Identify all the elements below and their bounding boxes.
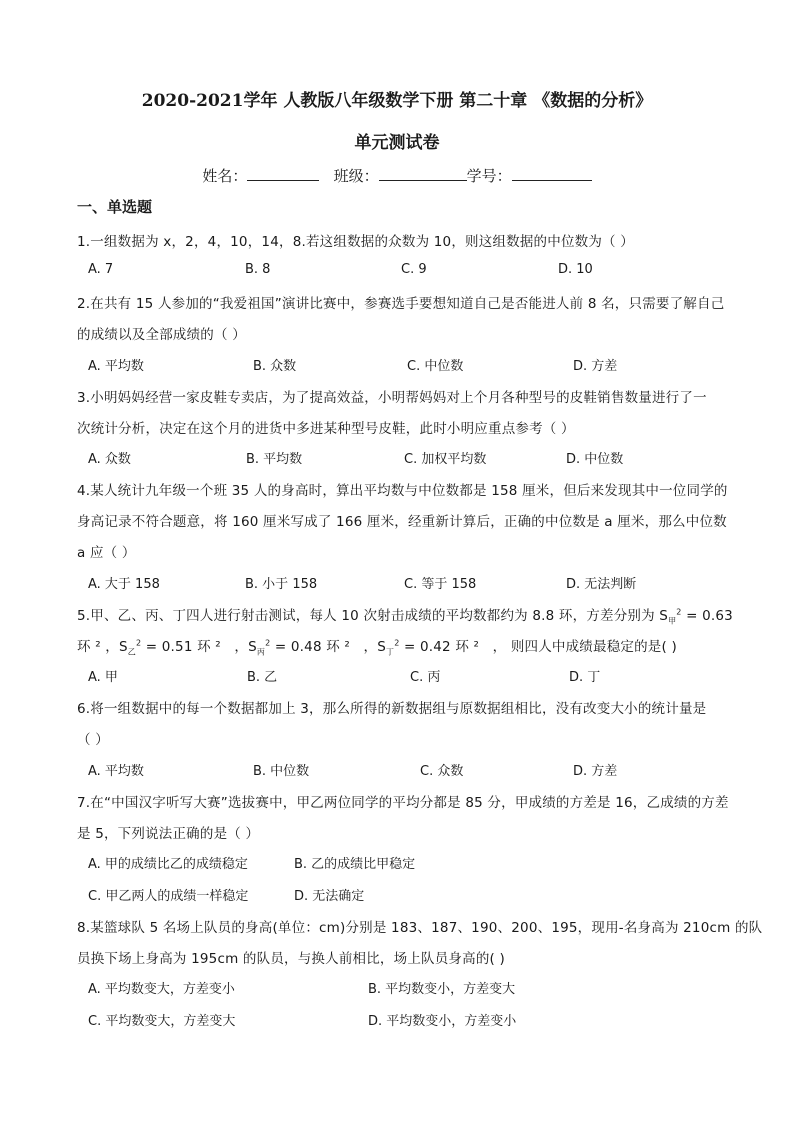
question-6-line-2: （ ） (77, 732, 109, 748)
s-yi-value: = 0.51 环 ² (145, 639, 221, 655)
q2-option-a: A. 平均数 (88, 359, 144, 374)
q3-option-a: A. 众数 (88, 452, 131, 467)
q3-option-d: D. 中位数 (566, 452, 624, 467)
q5-option-c: C. 丙 (410, 670, 441, 685)
q7-option-b: B. 乙的成绩比甲稳定 (294, 857, 416, 872)
q6-option-d: D. 方差 (573, 764, 618, 779)
q5-option-a: A. 甲 (88, 670, 118, 685)
q2-option-b: B. 众数 (253, 359, 297, 374)
id-blank (512, 166, 592, 181)
s-sub-yi: 乙 (127, 647, 136, 657)
q5-question: 则四人中成绩最稳定的是( ) (510, 639, 677, 655)
q8-option-b: B. 平均数变小，方差变大 (368, 982, 516, 997)
q8-option-d: D. 平均数变小，方差变小 (368, 1014, 517, 1029)
page-title: 2020-2021学年 人教版八年级数学下册 第二十章 《数据的分析》 (141, 91, 653, 111)
class-blank (379, 166, 467, 181)
name-blank (247, 166, 319, 181)
question-2-line-1: 2.在共有 15 人参加的“我爱祖国”演讲比赛中，参赛选手要想知道自己是否能进人前 8 名，只需要了解自己 (77, 296, 725, 312)
q1-option-b: B. 8 (245, 262, 271, 277)
q4-option-d: D. 无法判断 (566, 577, 637, 592)
s-sub-bing: 丙 (256, 647, 266, 657)
q4-option-b: B. 小于 158 (245, 577, 318, 592)
student-info-row (0, 165, 794, 186)
question-2-line-2: 的成绩以及全部成绩的（ ） (77, 327, 246, 343)
s-jia-value: = 0.63 (686, 608, 733, 624)
q5-option-b: B. 乙 (247, 670, 278, 685)
question-4-line-1: 4.某人统计九年级一个班 35 人的身高时，算出平均数与中位数都是 158 厘米，但后来发现其中一位同学的 (77, 483, 728, 499)
q4-option-a: A. 大于 158 (88, 577, 160, 592)
s-bing-value: = 0.48 环 ² (274, 639, 351, 655)
q7-option-d: D. 无法确定 (294, 889, 365, 904)
q8-option-c: C. 平均数变大，方差变大 (88, 1014, 236, 1029)
question-3-line-2: 次统计分析，决定在这个月的进货中多进某种型号皮鞋，此时小明应重点参考（ ） (77, 421, 575, 437)
q2-option-c: C. 中位数 (407, 359, 464, 374)
s-sup-yi: 2 (135, 638, 142, 648)
s-sup-bing: 2 (265, 638, 271, 648)
q3-option-c: C. 加权平均数 (404, 452, 487, 467)
s-sup-jia: 2 (676, 607, 682, 617)
s-sub-jia: 甲 (668, 616, 677, 626)
question-5-line-2: 环 ² ，$S_乙^2 = 0.51$ 环 ² ，$S_丙^2 = 0.48$ 环 ² ，$S_丁^2 = 0.42$ 环 ² ， 则四人中成绩最稳定的是( ) (77, 638, 677, 657)
question-7-line-1: 7.在“中国汉字听写大赛”选拔赛中，甲乙两位同学的平均分都是 85 分，甲成绩的方差是 16，乙成绩的方差 (77, 795, 729, 811)
q5-unit: 环 ² ，S (77, 639, 128, 655)
name-label: 姓名： (202, 167, 248, 185)
q7-option-c: C. 甲乙两人的成绩一样稳定 (88, 889, 249, 904)
question-7-line-2: 是 5，下列说法正确的是（ ） (77, 826, 260, 842)
section-title: 一、单选题 (77, 198, 153, 216)
q1-option-c: C. 9 (401, 262, 427, 277)
s-ding-value: = 0.42 环 ² (403, 639, 480, 655)
question-4-line-2: 身高记录不符合题意，将 160 厘米写成了 166 厘米，经重新计算后，正确的中位数是 a 厘米，那么中位数 (77, 514, 727, 530)
s-sup-ding: 2 (394, 638, 400, 648)
q5-option-d: D. 丁 (569, 670, 601, 685)
q6-option-c: C. 众数 (420, 764, 464, 779)
id-label: 学号： (466, 167, 512, 185)
q8-option-a: A. 平均数变大，方差变小 (88, 982, 235, 997)
question-4-line-3: a 应（ ） (77, 545, 136, 561)
question-8-line-2: 员换下场上身高为 195cm 的队员，与换人前相比，场上队员身高的( ) (77, 951, 505, 967)
page-subtitle: 单元测试卷 (354, 133, 440, 153)
q1-option-a: A. 7 (88, 262, 114, 277)
q6-option-b: B. 中位数 (253, 764, 310, 779)
q2-option-d: D. 方差 (573, 359, 618, 374)
question-5-line-1 (77, 604, 733, 627)
question-6-line-1: 6.将一组数据中的每一个数据都加上 3，那么所得的新数据组与原数据组相比，没有改变大小的统计量是 (77, 701, 707, 717)
class-label: 班级： (333, 167, 379, 185)
q3-option-b: B. 平均数 (246, 452, 303, 467)
s-sub-ding: 丁 (385, 647, 395, 657)
q1-option-d: D. 10 (558, 262, 593, 277)
q7-option-a: A. 甲的成绩比乙的成绩稳定 (88, 857, 248, 872)
q4-option-c: C. 等于 158 (404, 577, 477, 592)
question-3-line-1: 3.小明妈妈经营一家皮鞋专卖店，为了提高效益，小明帮妈妈对上个月各种型号的皮鞋销售数量进行了一 (77, 390, 707, 406)
question-5-text: 5.甲、乙、丙、丁四人进行射击测试，每人 10 次射击成绩的平均数都约为 8.8 环，方差分别为 S (77, 608, 669, 624)
q6-option-a: A. 平均数 (88, 764, 144, 779)
question-1-line-1: 1.一组数据为 x，2，4，10，14，8.若这组数据的众数为 10，则这组数据的中位数为（ ） (77, 234, 634, 250)
question-8-line-1: 8.某篮球队 5 名场上队员的身高(单位：cm)分别是 183、187、190、200、195，现用-名身高为 210cm 的队 (77, 920, 763, 936)
